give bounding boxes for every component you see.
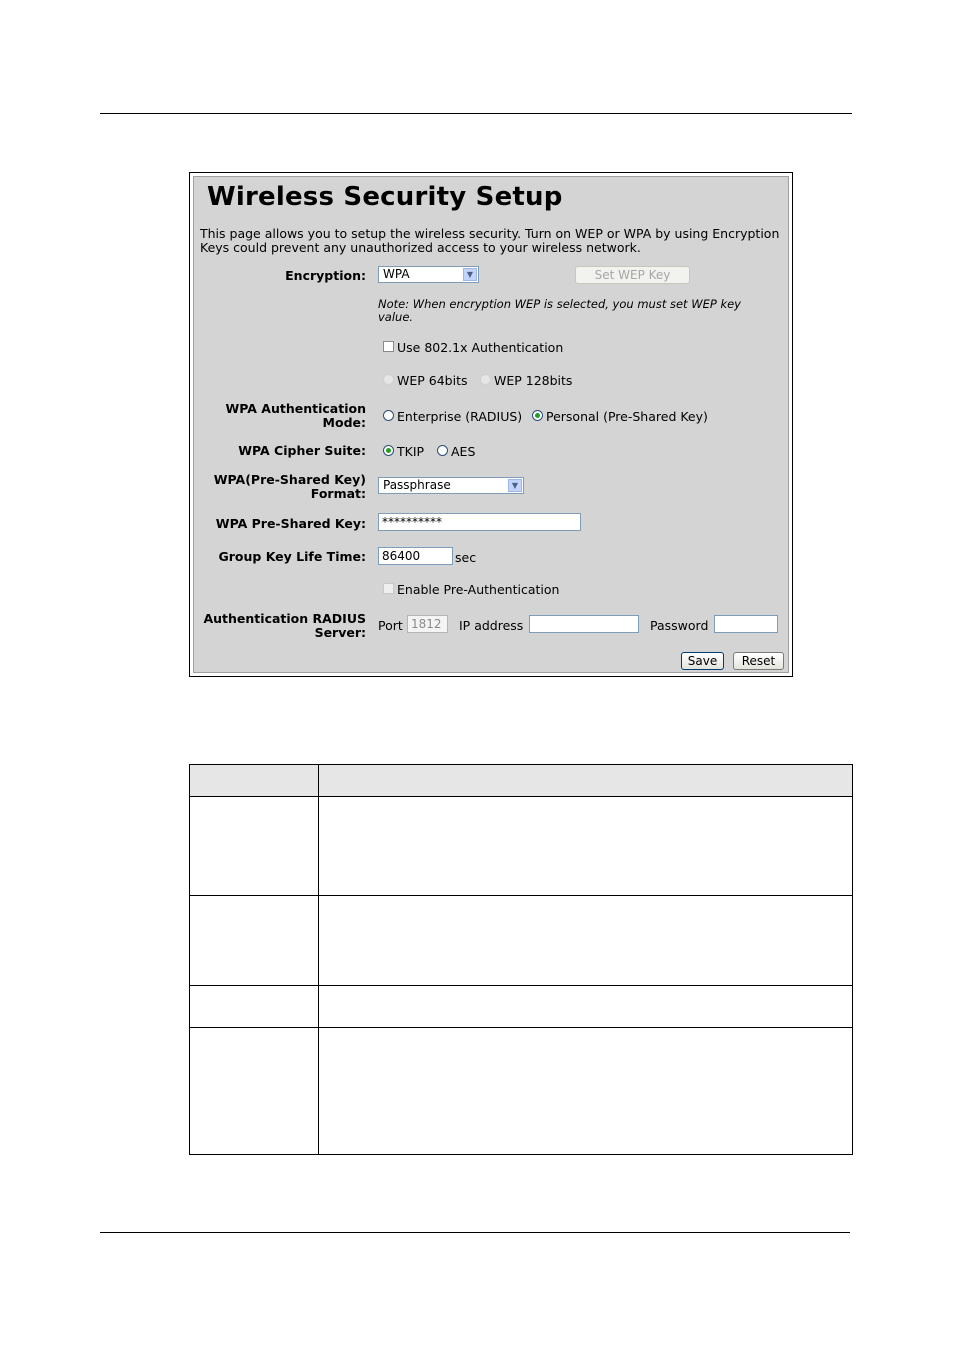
wep-64bits-radio[interactable] <box>383 374 394 385</box>
personal-psk-label: Personal (Pre-Shared Key) <box>546 409 708 424</box>
encryption-selected-value: WPA <box>383 267 410 281</box>
psk-format-label-line1: WPA(Pre-Shared Key) <box>213 472 366 487</box>
radius-label-line1: Authentication RADIUS <box>203 611 366 626</box>
psk-input[interactable]: ********** <box>378 513 581 531</box>
encryption-note: Note: When encryption WEP is selected, you must set WEP key value. <box>378 297 741 324</box>
table-header-row <box>190 765 853 797</box>
pre-auth-label: Enable Pre-Authentication <box>397 582 560 597</box>
psk-format-selected-value: Passphrase <box>383 478 451 492</box>
description-table <box>189 764 853 1155</box>
table-row <box>190 896 853 986</box>
table-cell <box>319 986 853 1028</box>
aes-label: AES <box>451 444 476 459</box>
group-key-input[interactable]: 86400 <box>378 547 453 565</box>
radius-label-line2: Server: <box>314 625 366 640</box>
group-key-unit: sec <box>455 550 477 565</box>
table-header-cell <box>190 765 319 797</box>
table-cell <box>319 797 853 896</box>
chevron-down-icon: ▼ <box>463 268 477 281</box>
wep-128bits-radio[interactable] <box>480 374 491 385</box>
wireless-security-panel <box>189 172 793 677</box>
encryption-label: Encryption: <box>285 268 366 283</box>
radius-port-input[interactable]: 1812 <box>407 615 448 633</box>
page-description-line1: This page allows you to setup the wireless security. Turn on WEP or WPA by using Encryption <box>200 226 780 241</box>
tkip-radio[interactable] <box>383 445 394 456</box>
aes-radio[interactable] <box>437 445 448 456</box>
table-cell <box>190 1028 319 1155</box>
use-8021x-checkbox[interactable] <box>383 341 394 352</box>
wpa-cipher-label: WPA Cipher Suite: <box>238 443 366 458</box>
radius-ip-label: IP address <box>459 618 524 633</box>
table-row <box>190 1028 853 1155</box>
page-description-line2: Keys could prevent any unauthorized access to your wireless network. <box>200 240 641 255</box>
set-wep-key-button[interactable]: Set WEP Key <box>575 266 690 284</box>
chevron-down-icon: ▼ <box>508 479 522 492</box>
header-rule <box>100 113 852 114</box>
table-cell <box>190 797 319 896</box>
radius-ip-input[interactable] <box>529 615 639 633</box>
save-button[interactable]: Save <box>681 652 724 670</box>
group-key-label: Group Key Life Time: <box>218 549 366 564</box>
psk-format-label-line2: Format: <box>310 486 366 501</box>
table-cell <box>190 986 319 1028</box>
tkip-label: TKIP <box>397 444 425 459</box>
enterprise-radius-label: Enterprise (RADIUS) <box>397 409 523 424</box>
wep-64bits-label: WEP 64bits <box>397 373 468 388</box>
wep-128bits-label: WEP 128bits <box>494 373 573 388</box>
table-cell <box>319 1028 853 1155</box>
table-cell <box>319 896 853 986</box>
use-8021x-label: Use 802.1x Authentication <box>397 340 564 355</box>
wpa-auth-mode-label-line1: WPA Authentication <box>225 401 366 416</box>
radius-port-label: Port <box>378 618 403 633</box>
footer-rule <box>100 1232 850 1233</box>
table-cell <box>190 896 319 986</box>
radius-password-input[interactable] <box>714 615 778 633</box>
page-title: Wireless Security Setup <box>207 182 563 212</box>
wpa-auth-mode-label-line2: Mode: <box>322 415 366 430</box>
radius-password-label: Password <box>650 618 709 633</box>
psk-format-select[interactable] <box>378 477 524 494</box>
enterprise-radius-radio[interactable] <box>383 410 394 421</box>
encryption-select[interactable] <box>378 266 479 283</box>
personal-psk-radio[interactable] <box>532 410 543 421</box>
reset-button[interactable]: Reset <box>733 652 784 670</box>
pre-auth-checkbox[interactable] <box>383 583 394 594</box>
psk-label: WPA Pre-Shared Key: <box>215 516 366 531</box>
table-row <box>190 797 853 896</box>
table-header-cell <box>319 765 853 797</box>
panel-body <box>193 176 789 673</box>
table-row <box>190 986 853 1028</box>
